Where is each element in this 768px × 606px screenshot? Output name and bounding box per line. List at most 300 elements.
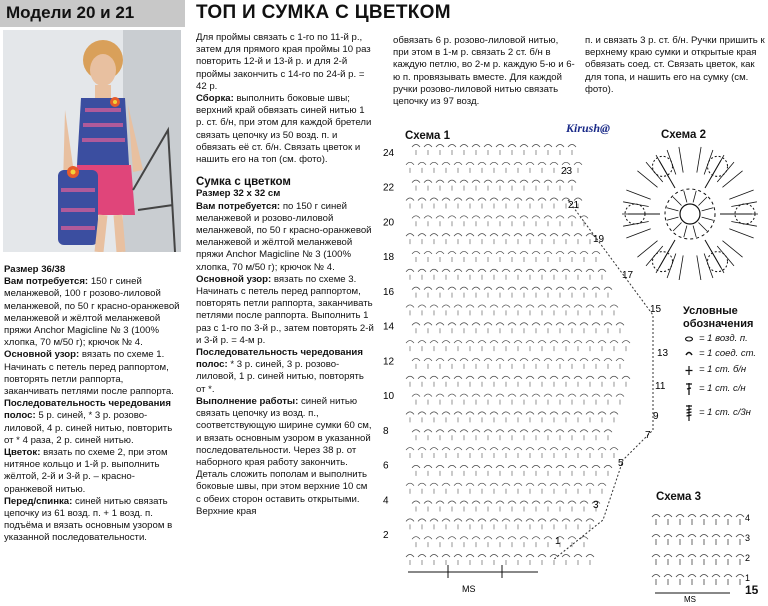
chain-mark [604, 323, 612, 326]
chain-mark [580, 394, 588, 397]
chain-mark [568, 465, 576, 468]
chain-mark [568, 287, 576, 290]
petal-stitch [722, 171, 742, 187]
chain-mark [700, 535, 708, 538]
legend-item-dc: = 1 ст. с/н [699, 383, 746, 394]
chain-mark [460, 501, 468, 504]
chain-mark [478, 198, 486, 201]
chain-mark [412, 358, 420, 361]
inner-stitch [673, 197, 681, 205]
chain-mark [688, 575, 696, 578]
chain-mark [592, 394, 600, 397]
bag-title: Сумка с цветком [196, 176, 291, 189]
chain-mark [538, 341, 546, 344]
chain-mark [412, 287, 420, 290]
chain-mark [616, 358, 624, 361]
petal-stitch [711, 250, 724, 273]
bag-size: Размер 32 х 32 см [196, 188, 281, 200]
chain-mark [442, 483, 450, 486]
chain-mark [586, 519, 594, 522]
row-number: 2 [745, 553, 751, 563]
chain-mark [520, 287, 528, 290]
inner-stitch [702, 208, 714, 211]
chain-mark [418, 162, 426, 165]
chain-mark [724, 515, 732, 518]
chain-mark [580, 537, 588, 540]
chain-mark [592, 430, 600, 433]
chain-mark [502, 376, 510, 379]
chain-mark [586, 483, 594, 486]
chain-mark [544, 323, 552, 326]
chain-mark [466, 519, 474, 522]
chain-mark [556, 501, 564, 504]
chain-mark [496, 358, 504, 361]
chain-mark [424, 216, 432, 219]
chain-mark [454, 234, 462, 237]
chain-mark [454, 448, 462, 451]
chain-mark [484, 216, 492, 219]
chain-mark [412, 501, 420, 504]
chain-mark [496, 394, 504, 397]
continuation-text: Для проймы связать с 1-го по 11-й р., затем для прямого края проймы 10 раз повторить 12-й и 13-й р. и для 2-й проймы закончить с 14-го по 24-й р. = 42 р. [196, 32, 371, 92]
petal-stitch [697, 147, 701, 173]
petal-stitch [722, 241, 742, 257]
chain-mark [544, 287, 552, 290]
chain-mark [520, 180, 528, 183]
chain-mark [472, 287, 480, 290]
chain-mark [568, 537, 576, 540]
chain-mark [532, 216, 540, 219]
chain-mark [568, 180, 576, 183]
chain-mark [526, 305, 534, 308]
stripes-block: Последовательность чередования полос: 5 р. синей, * 3 р. розово-лиловой, 4 р. синей нитью, повторить от * 4 раза, 2 р. синей нитью. [4, 398, 173, 446]
chain-mark [448, 323, 456, 326]
chain-mark [592, 251, 600, 254]
chain-mark [406, 162, 414, 165]
chain-mark [436, 537, 444, 540]
row-number-right: 3 [593, 500, 599, 511]
chain-mark [538, 483, 546, 486]
chain-mark [556, 287, 564, 290]
chain-mark [580, 251, 588, 254]
front-block: Перед/спинка: синей нитью связать цепочку из 61 возд. п. + 1 возд. п. подъёма и вязать основным узором в указанной последовательности. [4, 495, 173, 544]
chain-mark [442, 305, 450, 308]
chain-mark [454, 412, 462, 415]
chain-mark [568, 216, 576, 219]
chain-mark [460, 465, 468, 468]
chain-mark [418, 412, 426, 415]
chain-mark [568, 251, 576, 254]
chain-mark [568, 394, 576, 397]
chain-mark [490, 555, 498, 558]
chain-mark [478, 162, 486, 165]
chain-mark [550, 198, 558, 201]
chain-mark [526, 519, 534, 522]
petal-stitch [626, 229, 650, 238]
flower-block: Цветок: вязать по схеме 2, при этом нитяное кольцо и 1-й р. выполнить жёлтой, 2-й и 3-й р. – красно-оранжевой нитью. [4, 447, 168, 495]
chain-mark [736, 555, 744, 558]
chain-mark [562, 483, 570, 486]
chain-mark [526, 483, 534, 486]
chain-mark [538, 519, 546, 522]
legend-item-chain: = 1 возд. п. [699, 333, 748, 344]
chain-mark [484, 501, 492, 504]
chain-mark [562, 162, 570, 165]
pattern-block: Основной узор: вязать по схеме 1. Начинать с петель перед раппортом, повторять петли раппорта, заканчивать петлями после раппорта. [4, 349, 174, 398]
petal-stitch [656, 250, 669, 273]
models-tag [0, 0, 185, 27]
chain-mark [412, 145, 420, 148]
chain-mark [568, 323, 576, 326]
chain-mark [538, 412, 546, 415]
chain-mark [514, 412, 522, 415]
chain-mark [436, 323, 444, 326]
chain-mark [406, 519, 414, 522]
chain-mark [478, 341, 486, 344]
chain-mark [520, 358, 528, 361]
chain-mark [454, 198, 462, 201]
chain-mark [652, 575, 660, 578]
chain-mark [592, 287, 600, 290]
chain-mark [436, 251, 444, 254]
inner-stitch [684, 226, 687, 238]
chain-mark [430, 234, 438, 237]
chain-mark [592, 323, 600, 326]
chain-mark [424, 465, 432, 468]
inner-stitch [702, 217, 714, 220]
chain-mark [472, 145, 480, 148]
chain-mark [406, 305, 414, 308]
chain-mark [424, 501, 432, 504]
chain-mark [502, 555, 510, 558]
chain-mark [418, 555, 426, 558]
chain-mark [538, 234, 546, 237]
chain-mark [490, 162, 498, 165]
chain-mark [496, 145, 504, 148]
chain-mark [448, 251, 456, 254]
chain-mark [490, 448, 498, 451]
row-number-right: 23 [561, 166, 573, 177]
chain-mark [454, 519, 462, 522]
chain-mark [652, 535, 660, 538]
watermark: Kirush@ [566, 121, 611, 135]
chain-mark [460, 145, 468, 148]
chain-mark [562, 305, 570, 308]
chain-mark [412, 180, 420, 183]
chain-mark [466, 555, 474, 558]
chain-mark [448, 465, 456, 468]
chain-mark [520, 251, 528, 254]
chain-mark [586, 555, 594, 558]
row-number: 1 [745, 573, 751, 583]
chain-mark [466, 305, 474, 308]
chain-mark [478, 412, 486, 415]
chain-mark [562, 448, 570, 451]
chain-mark [436, 501, 444, 504]
model-photo [3, 30, 181, 252]
chain-mark [544, 251, 552, 254]
chain-mark [700, 515, 708, 518]
petal-stitch [731, 222, 757, 227]
chain-mark [496, 287, 504, 290]
chain-mark [508, 145, 516, 148]
chain-mark [412, 323, 420, 326]
chain-mark [664, 535, 672, 538]
row-number-left: 10 [383, 391, 395, 403]
chain-mark [424, 430, 432, 433]
chain-mark [472, 251, 480, 254]
chain-mark [508, 323, 516, 326]
chain-mark [598, 341, 606, 344]
chain-mark [580, 430, 588, 433]
right-text-2: п. и связать 3 р. ст. б/н. Ручки пришить к верхнему краю сумки и открытые края обвязать соед. ст. Связать цветок, как для топа, и нашить его на сумку (см. фото). [585, 35, 765, 95]
chain-mark [406, 412, 414, 415]
chain-mark [466, 162, 474, 165]
chain-mark [532, 251, 540, 254]
legend-item-slip: = 1 соед. ст. [699, 348, 757, 359]
chain-mark [556, 465, 564, 468]
tc-icon [686, 405, 692, 421]
chain-mark [478, 305, 486, 308]
chain-mark [460, 251, 468, 254]
chain-mark [478, 376, 486, 379]
chain-mark [454, 162, 462, 165]
petal-stitch [717, 162, 734, 182]
chain-mark [448, 358, 456, 361]
row-number-left: 2 [383, 530, 389, 542]
chain-mark [448, 394, 456, 397]
chain-mark [676, 575, 684, 578]
chain-mark [460, 430, 468, 433]
chain-mark [502, 412, 510, 415]
chain-mark [580, 501, 588, 504]
chain-mark [442, 376, 450, 379]
chain-mark [604, 430, 612, 433]
chain-mark [508, 358, 516, 361]
chain-mark [526, 162, 534, 165]
chain-mark [550, 555, 558, 558]
chain-mark [454, 555, 462, 558]
chain-mark [472, 465, 480, 468]
chain-mark [406, 269, 414, 272]
chain-mark [556, 180, 564, 183]
chain-mark [478, 269, 486, 272]
chain-mark [520, 394, 528, 397]
chain-mark [496, 180, 504, 183]
chain-mark [622, 341, 630, 344]
chain-mark [544, 430, 552, 433]
row-number-right: 1 [555, 536, 561, 547]
row-number: 4 [745, 513, 751, 523]
chain-mark [610, 448, 618, 451]
chain-mark [520, 465, 528, 468]
chain-mark [430, 198, 438, 201]
chain-mark [562, 412, 570, 415]
rapport-label: MS [462, 584, 476, 594]
chain-mark [430, 162, 438, 165]
petal-stitch [704, 254, 713, 278]
schema3-title: Схема 3 [656, 491, 702, 503]
chain-mark [484, 287, 492, 290]
chain-mark [442, 198, 450, 201]
chain-mark [712, 555, 720, 558]
chain-mark [724, 555, 732, 558]
chain-mark [652, 555, 660, 558]
chain-mark [466, 448, 474, 451]
chain-mark [532, 145, 540, 148]
chain-mark [592, 358, 600, 361]
chain-mark [544, 216, 552, 219]
row-number: 3 [745, 533, 751, 543]
chain-mark [550, 519, 558, 522]
chain-mark [574, 341, 582, 344]
legend-title: Условные обозначения [683, 305, 754, 330]
chain-mark [736, 535, 744, 538]
chain-mark [520, 216, 528, 219]
chain-mark [466, 412, 474, 415]
chain-mark [586, 305, 594, 308]
petal-stitch [711, 155, 724, 178]
chain-mark [610, 412, 618, 415]
chain-mark [562, 555, 570, 558]
chain-mark [424, 537, 432, 540]
chain-mark [532, 394, 540, 397]
chain-mark [652, 515, 660, 518]
chain-mark [466, 269, 474, 272]
legend-item-tc: = 1 ст. с/3н [699, 407, 751, 418]
inner-stitch [698, 222, 706, 230]
chain-mark [544, 537, 552, 540]
chain-mark [544, 180, 552, 183]
chain-mark [460, 358, 468, 361]
chain-mark [496, 537, 504, 540]
petal-stitch [704, 150, 713, 174]
chain-mark [436, 358, 444, 361]
round-mark [665, 189, 715, 239]
chain-mark [448, 180, 456, 183]
chain-mark [736, 575, 744, 578]
chain-mark [550, 448, 558, 451]
chain-mark [484, 358, 492, 361]
chain-mark [502, 519, 510, 522]
chain-mark [550, 305, 558, 308]
chain-mark [724, 535, 732, 538]
row-number-right: 7 [645, 430, 651, 441]
chain-mark [598, 269, 606, 272]
chain-mark [538, 198, 546, 201]
chain-mark [700, 555, 708, 558]
petal-stitch [729, 229, 753, 238]
chain-mark [622, 376, 630, 379]
chain-mark [580, 287, 588, 290]
chain-mark [442, 162, 450, 165]
chain-mark [574, 305, 582, 308]
chain-mark [562, 519, 570, 522]
chain-mark [502, 162, 510, 165]
chain-mark [412, 216, 420, 219]
chain-mark [418, 305, 426, 308]
chain-mark [526, 555, 534, 558]
chain-mark [526, 341, 534, 344]
chain-mark [556, 358, 564, 361]
chain-mark [574, 162, 582, 165]
chain-mark [568, 358, 576, 361]
chain-mark [412, 251, 420, 254]
chain-mark [454, 376, 462, 379]
chain-mark [472, 323, 480, 326]
chain-mark [478, 483, 486, 486]
chain-mark [430, 269, 438, 272]
bag-materials-block: Вам потребуется: по 150 г синей меланжевой и розово-лиловой меланжевой, по 50 г красно-оранжевой меланжевой и жёлтой меланжевой пряжи Anchor Magicline № 3 (100% хлопка, 70 м/50 г); крючок № 4. [196, 200, 372, 273]
legend-symbols [683, 333, 697, 423]
chain-mark [514, 162, 522, 165]
chain-mark [490, 198, 498, 201]
chain-mark [514, 234, 522, 237]
chain-mark [520, 430, 528, 433]
chain-mark [724, 575, 732, 578]
chain-mark [562, 341, 570, 344]
models-tag-label: Модели 20 и 21 [6, 3, 135, 22]
chain-mark [484, 465, 492, 468]
chain-mark [502, 448, 510, 451]
row-number-right: 17 [622, 270, 634, 281]
petal-stitch [656, 155, 669, 178]
chain-mark [508, 216, 516, 219]
chain-mark [448, 430, 456, 433]
petal-stitch [679, 147, 683, 173]
chain-mark [412, 430, 420, 433]
inner-stitch [693, 191, 696, 203]
chain-mark [442, 412, 450, 415]
chain-mark [406, 341, 414, 344]
chain-mark [568, 145, 576, 148]
inner-stitch [684, 191, 687, 203]
chain-mark [460, 537, 468, 540]
chain-mark [532, 501, 540, 504]
chain-mark [616, 394, 624, 397]
chain-mark [496, 216, 504, 219]
inner-stitch [693, 226, 696, 238]
chain-mark [574, 555, 582, 558]
chain-mark [430, 555, 438, 558]
chain-mark [688, 515, 696, 518]
chain-mark [514, 483, 522, 486]
chain-mark [490, 305, 498, 308]
chain-mark [526, 234, 534, 237]
chain-mark [664, 555, 672, 558]
chain-mark [448, 287, 456, 290]
chain-mark [406, 448, 414, 451]
chain-mark [598, 483, 606, 486]
chain-mark [424, 358, 432, 361]
row-number-left: 22 [383, 182, 395, 194]
chain-mark [436, 430, 444, 433]
chain-mark [484, 537, 492, 540]
chain-mark [712, 515, 720, 518]
chain-mark [424, 145, 432, 148]
middle-column [196, 32, 374, 518]
chain-mark [502, 483, 510, 486]
chain-mark [484, 180, 492, 183]
chain-mark [664, 515, 672, 518]
chain-mark [532, 430, 540, 433]
schema2-flower [612, 140, 768, 280]
chain-mark [574, 483, 582, 486]
chain-mark [556, 323, 564, 326]
row-number-left: 8 [383, 425, 389, 437]
chain-mark [418, 341, 426, 344]
chain-mark [610, 341, 618, 344]
